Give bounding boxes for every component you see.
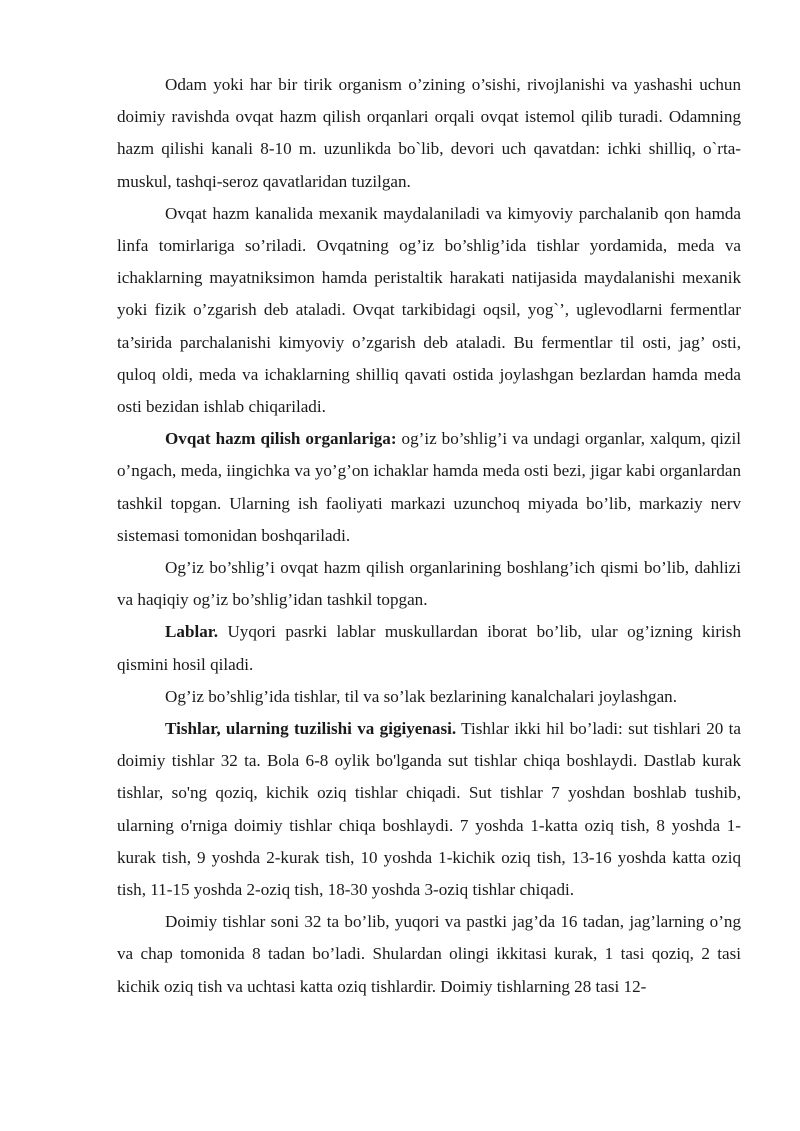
paragraph-text: Og’iz bo’shlig’ida tishlar, til va so’lak bezlarining kanalchalari joylashgan. — [165, 686, 677, 706]
paragraph-mechanical-chemical — [117, 198, 741, 423]
paragraph-text: Og’iz bo’shlig’i ovqat hazm qilish organlarining boshlang’ich qismi bo’lib, dahlizi va haqiqiy og’iz bo’shlig’idan tashkil topgan. — [117, 558, 741, 610]
paragraph-text: Doimiy tishlar soni 32 ta bo’lib, yuqori va pastki jag’da 16 tadan, jag’larning o’ng va chap tomonida 8 tadan bo’ladi. Shulardan olingi ikkitasi kurak, 1 tasi qoziq, 2 tasi kichik oziq tish va uchtasi katta oziq tishlardir. Doimiy tishlarning 28 tasi 12- — [117, 912, 741, 996]
paragraph-text: Tishlar ikki hil bo’ladi: sut tishlari 20 ta doimiy tishlar 32 ta. Bola 6-8 oylik bo'lganda sut tishlar chiqa boshlaydi. Dastlab kurak tishlar, so'ng qoziq, kichik oziq tishlar chiqadi. Sut tishlar 7 yoshdan boshlab tushib, ularning o'rniga doimiy tishlar chiqa boshlaydi. 7 yoshda 1-katta oziq tish, 8 yoshda 1-kurak tish, 9 yoshda 2-kurak tish, 10 yoshda 1-kichik oziq tish, 13-16 yoshda katta oziq tish, 11-15 yoshda 2-oziq tish, 18-30 yoshda 3-oziq tishlar chiqadi. — [117, 719, 742, 900]
document-page — [117, 69, 741, 1003]
paragraph-text: Ovqat hazm kanalida mexanik maydalaniladi va kimyoviy parchalanib qon hamda linfa tomirlariga so’riladi. Ovqatning og’iz bo’shlig’ida tishlar yordamida, meda va ichaklarning mayatniksimon hamda peristaltik harakati natijasida maydalanishi mexanik yoki fizik o’zgarish deb ataladi. Ovqat tarkibidagi oqsil, yog`’, uglevodlarni fermentlar ta’sirida parchalanishi kimyoviy o’zgarish deb ataladi. Bu fermentlar til osti, jag’ osti, quloq oldi, meda va ichaklarning shilliq qavati ostida joylashgan bezlardan hamda meda osti bezidan ishlab chiqariladi. — [117, 203, 741, 417]
paragraph-lips — [117, 616, 741, 680]
paragraph-text: Uyqori pasrki lablar muskullardan iborat bo’lib, ular og’izning kirish qismini hosil qiladi. — [117, 622, 741, 674]
paragraph-text: og’iz bo’shlig’i va undagi organlar, xalqum, qizil o’ngach, meda, iingichka va yo’g’on ichaklar hamda meda osti bezi, jigar kabi organlardan tashkil topgan. Ularning ish faoliyati markazi uzunchoq miyada bo’lib, markaziy nerv sistemasi tomonidan boshqariladi. — [117, 429, 741, 545]
paragraph-oral-contents — [117, 681, 741, 713]
paragraph-teeth — [117, 713, 741, 906]
paragraph-permanent-teeth — [117, 906, 741, 1003]
paragraph-text: Odam yoki har bir tirik organism o’zining o’sishi, rivojlanishi va yashashi uchun doimiy ravishda ovqat hazm qilish orqanlari orqali ovqat istemol qilib turadi. Odamning hazm qilishi kanali 8-10 m. uzunlikda bo`lib, devori uch qavatdan: ichki shilliq, o`rta-muskul, tashqi-seroz qavatlaridan tuzilgan. — [117, 75, 741, 191]
paragraph-digestive-organs — [117, 423, 741, 552]
paragraph-oral-cavity — [117, 552, 741, 616]
paragraph-digestion-intro — [117, 69, 741, 198]
paragraph-bold-lead: Ovqat hazm qilish organlariga: — [165, 429, 397, 449]
paragraph-bold-lead: Lablar. — [165, 622, 219, 642]
paragraph-bold-lead: Tishlar, ularning tuzilishi va gigiyenasi. — [165, 719, 457, 739]
